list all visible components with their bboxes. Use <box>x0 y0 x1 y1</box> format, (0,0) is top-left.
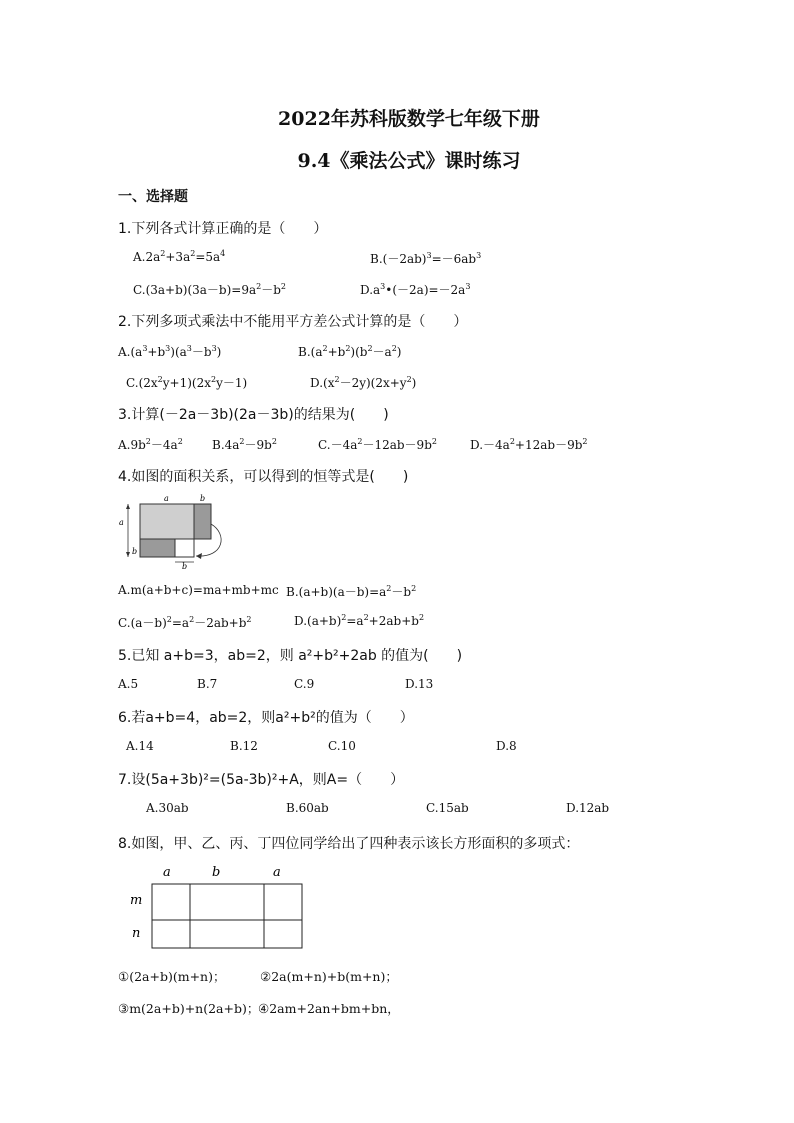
row-label-m: m <box>130 893 143 908</box>
question-6-option-c: C.10 <box>328 739 356 753</box>
question-2-option-c: $C.(2x^2y+1)(2x^2y-1)$ <box>126 375 248 390</box>
question-7-option-c: C.15ab <box>426 801 469 815</box>
question-6-option-a: A.14 <box>126 739 154 753</box>
question-1-option-c: $C.(3a+b)(3a-b)=9a^2-b^2$ <box>133 282 287 297</box>
question-3-option-b: $B.4a^2-9b^2$ <box>212 437 277 452</box>
question-2-stem: 2.下列多项式乘法中不能用平方差公式计算的是（ ） <box>118 314 468 330</box>
question-4-stem: 4.如图的面积关系，可以得到的恒等式是( ) <box>118 469 409 485</box>
question-5-option-b: B.7 <box>197 677 218 691</box>
question-8-rectangle-figure <box>126 862 308 952</box>
question-5-option-a: A.5 <box>118 677 139 691</box>
rect-bottom-strip <box>140 539 175 557</box>
question-1-option-d: $D.a^3•(-2a)=-2a^3$ <box>360 282 471 297</box>
question-3-option-a: $A.9b^2-4a^2$ <box>118 437 183 452</box>
question-1-option-a: $A.2a^2+3a^2=5a^4$ <box>133 249 226 264</box>
question-8-item-1: ①(2a+b)(m+n)； <box>118 969 226 984</box>
col-label-a2: a <box>273 865 281 880</box>
question-6-stem: 6.若a+b=4，ab=2，则a²+b²的值为（ ） <box>118 710 414 726</box>
question-4-option-b: $B.(a+b)(a-b)=a^2-b^2$ <box>286 584 417 599</box>
question-2-option-d: $D.(x^2-2y)(2x+y^2)$ <box>310 375 417 390</box>
row-label-n: n <box>132 926 141 941</box>
label-b-side: b <box>132 547 138 556</box>
question-5-option-c: C.9 <box>294 677 315 691</box>
side-arrow-bottom <box>126 552 130 557</box>
rect-b-strip <box>194 504 211 539</box>
question-6-option-d: D.8 <box>496 739 517 753</box>
label-a-top: a <box>164 494 169 503</box>
question-8-item-2: ②2a(m+n)+b(m+n)； <box>260 969 398 984</box>
question-4-figure <box>116 492 236 570</box>
question-1-stem: 1.下列各式计算正确的是（ ） <box>118 221 328 237</box>
label-a-side: a <box>119 518 124 527</box>
question-1-option-b: $B.(-2ab)^3=-6ab^3$ <box>370 251 482 266</box>
question-3-option-c: $C.-4a^2-12ab-9b^2$ <box>318 437 437 452</box>
question-4-option-d: $D.(a+b)^2=a^2+2ab+b^2$ <box>294 613 425 628</box>
question-2-option-a: $A.(a^3+b^3)(a^3-b^3)$ <box>118 344 222 359</box>
question-7-option-a: A.30ab <box>146 801 189 815</box>
question-7-option-b: B.60ab <box>286 801 329 815</box>
outer-rectangle <box>152 884 302 948</box>
col-label-a1: a <box>163 865 171 880</box>
question-7-stem: 7.设(5a+3b)²=(5a-3b)²+A，则A=（ ） <box>118 772 405 788</box>
question-8-stem: 8.如图，甲、乙、丙、丁四位同学给出了四种表示该长方形面积的多项式： <box>118 836 580 852</box>
question-5-option-d: D.13 <box>405 677 434 691</box>
label-b-bottom: b <box>182 562 188 570</box>
question-4-option-c: $C.(a-b)^2=a^2-2ab+b^2$ <box>118 615 252 630</box>
question-3-option-d: $D.-4a^2+12ab-9b^2$ <box>470 437 588 452</box>
document-title: 2022年苏科版数学七年级下册 <box>278 108 540 130</box>
move-arrow-head <box>196 553 202 559</box>
rect-a-by-a-minus-b <box>140 504 194 539</box>
question-6-option-b: B.12 <box>230 739 258 753</box>
question-8-item-3: ③m(2a+b)+n(2a+b)； <box>118 1001 260 1016</box>
question-4-option-a: A.m(a+b+c)=ma+mb+mc <box>118 583 279 597</box>
document-subtitle: 9.4《乘法公式》课时练习 <box>297 150 521 172</box>
question-5-stem: 5.已知 a+b=3，ab=2，则 a²+b²+2ab 的值为( ) <box>118 648 463 664</box>
question-3-stem: 3.计算(－2a－3b)(2a－3b)的结果为( ) <box>118 407 389 423</box>
question-7-option-d: D.12ab <box>566 801 610 815</box>
rect-b-square <box>175 539 194 557</box>
question-8-item-4: ④2am+2an+bm+bn， <box>258 1001 400 1016</box>
question-2-option-b: $B.(a^2+b^2)(b^2-a^2)$ <box>298 344 402 359</box>
section-heading: 一、选择题 <box>118 189 188 205</box>
col-label-b: b <box>212 865 221 880</box>
side-arrow-top <box>126 504 130 509</box>
label-b-top: b <box>200 494 206 503</box>
